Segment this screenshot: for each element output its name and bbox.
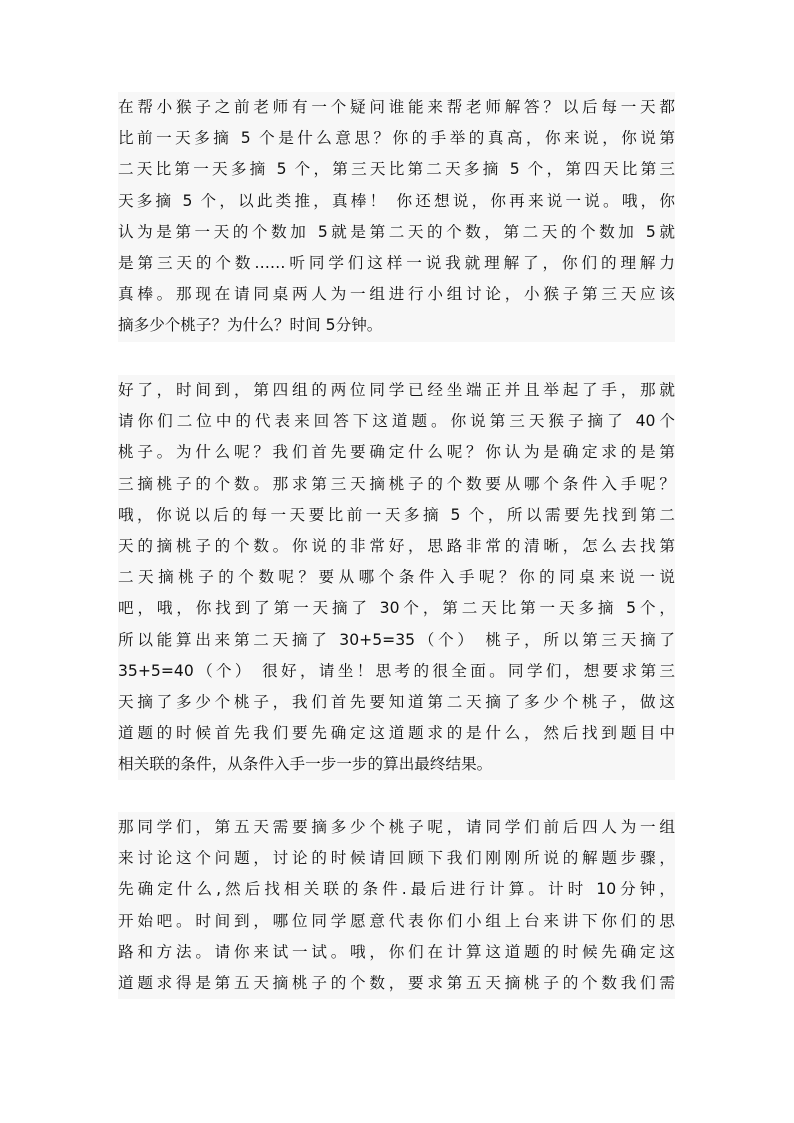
text-line: 三摘桃子的个数。那求第三天摘桃子的个数要从哪个条件入手呢？	[118, 474, 675, 493]
text-line: 天摘了多少个桃子，我们首先要知道第二天摘了多少个桃子，做这	[118, 692, 675, 711]
text-line: 道题求得是第五天摘桃子的个数，要求第五天摘桃子的个数我们需	[118, 973, 675, 992]
text-line: 先确定什么,然后找相关联的条件.最后进行计算。计时 10分钟，	[118, 880, 675, 899]
text-line: 相关联的条件，从条件入手一步一步的算出最终结果。	[118, 755, 493, 774]
text-line: 认为是第一天的个数加 5就是第二天的个数，第二天的个数加 5就	[118, 222, 675, 241]
paragraph-3	[118, 812, 675, 999]
text-line: 天多摘 5 个，以此类推，真棒！ 你还想说，你再来说一说。哦，你	[118, 191, 675, 210]
text-line: 道题的时候首先我们要先确定这道题求的是什么，然后找到题目中	[118, 724, 675, 743]
paragraph-1	[118, 92, 675, 342]
paragraph-2	[118, 375, 675, 780]
text-line: 二天比第一天多摘 5 个，第三天比第二天多摘 5 个，第四天比第三	[118, 160, 675, 179]
text-line: 桃子。为什么呢？我们首先要确定什么呢？你认为是确定求的是第	[118, 443, 675, 462]
text-line: 比前一天多摘 5 个是什么意思？你的手举的真高，你来说，你说第	[118, 129, 675, 148]
text-line: 二天摘桃子的个数呢？要从哪个条件入手呢？你的同桌来说一说	[118, 568, 675, 587]
text-line: 开始吧。时间到，哪位同学愿意代表你们小组上台来讲下你们的思	[118, 911, 675, 930]
text-line: 所以能算出来第二天摘了 30+5=35（个） 桃子，所以第三天摘了	[118, 630, 675, 649]
text-line: 真棒。那现在请同桌两人为一组进行小组讨论，小猴子第三天应该	[118, 285, 675, 304]
text-line: 来讨论这个问题，讨论的时候请回顾下我们刚刚所说的解题步骤，	[118, 849, 675, 868]
text-line: 天的摘桃子的个数。你说的非常好，思路非常的清晰，怎么去找第	[118, 536, 675, 555]
text-line: 那同学们，第五天需要摘多少个桃子呢，请同学们前后四人为一组	[118, 818, 675, 836]
text-line: 好了，时间到，第四组的两位同学已经坐端正并且举起了手，那就	[118, 381, 675, 399]
text-line: 在帮小猴子之前老师有一个疑问谁能来帮老师解答？以后每一天都	[118, 98, 675, 116]
text-line: 哦，你说以后的每一天要比前一天多摘 5 个，所以需要先找到第二	[118, 505, 675, 524]
text-line: 路和方法。请你来试一试。哦，你们在计算这道题的时候先确定这	[118, 942, 675, 961]
text-line: 摘多少个桃子？为什么？时间 5分钟。	[118, 316, 383, 335]
text-line: 35+5=40（个） 很好，请坐！思考的很全面。同学们，想要求第三	[118, 661, 675, 680]
text-line: 是第三天的个数……听同学们这样一说我就理解了，你们的理解力	[118, 253, 675, 272]
text-line: 吧，哦，你找到了第一天摘了 30个，第二天比第一天多摘 5个，	[118, 599, 675, 618]
text-line: 请你们二位中的代表来回答下这道题。你说第三天猴子摘了 40个	[118, 412, 675, 431]
